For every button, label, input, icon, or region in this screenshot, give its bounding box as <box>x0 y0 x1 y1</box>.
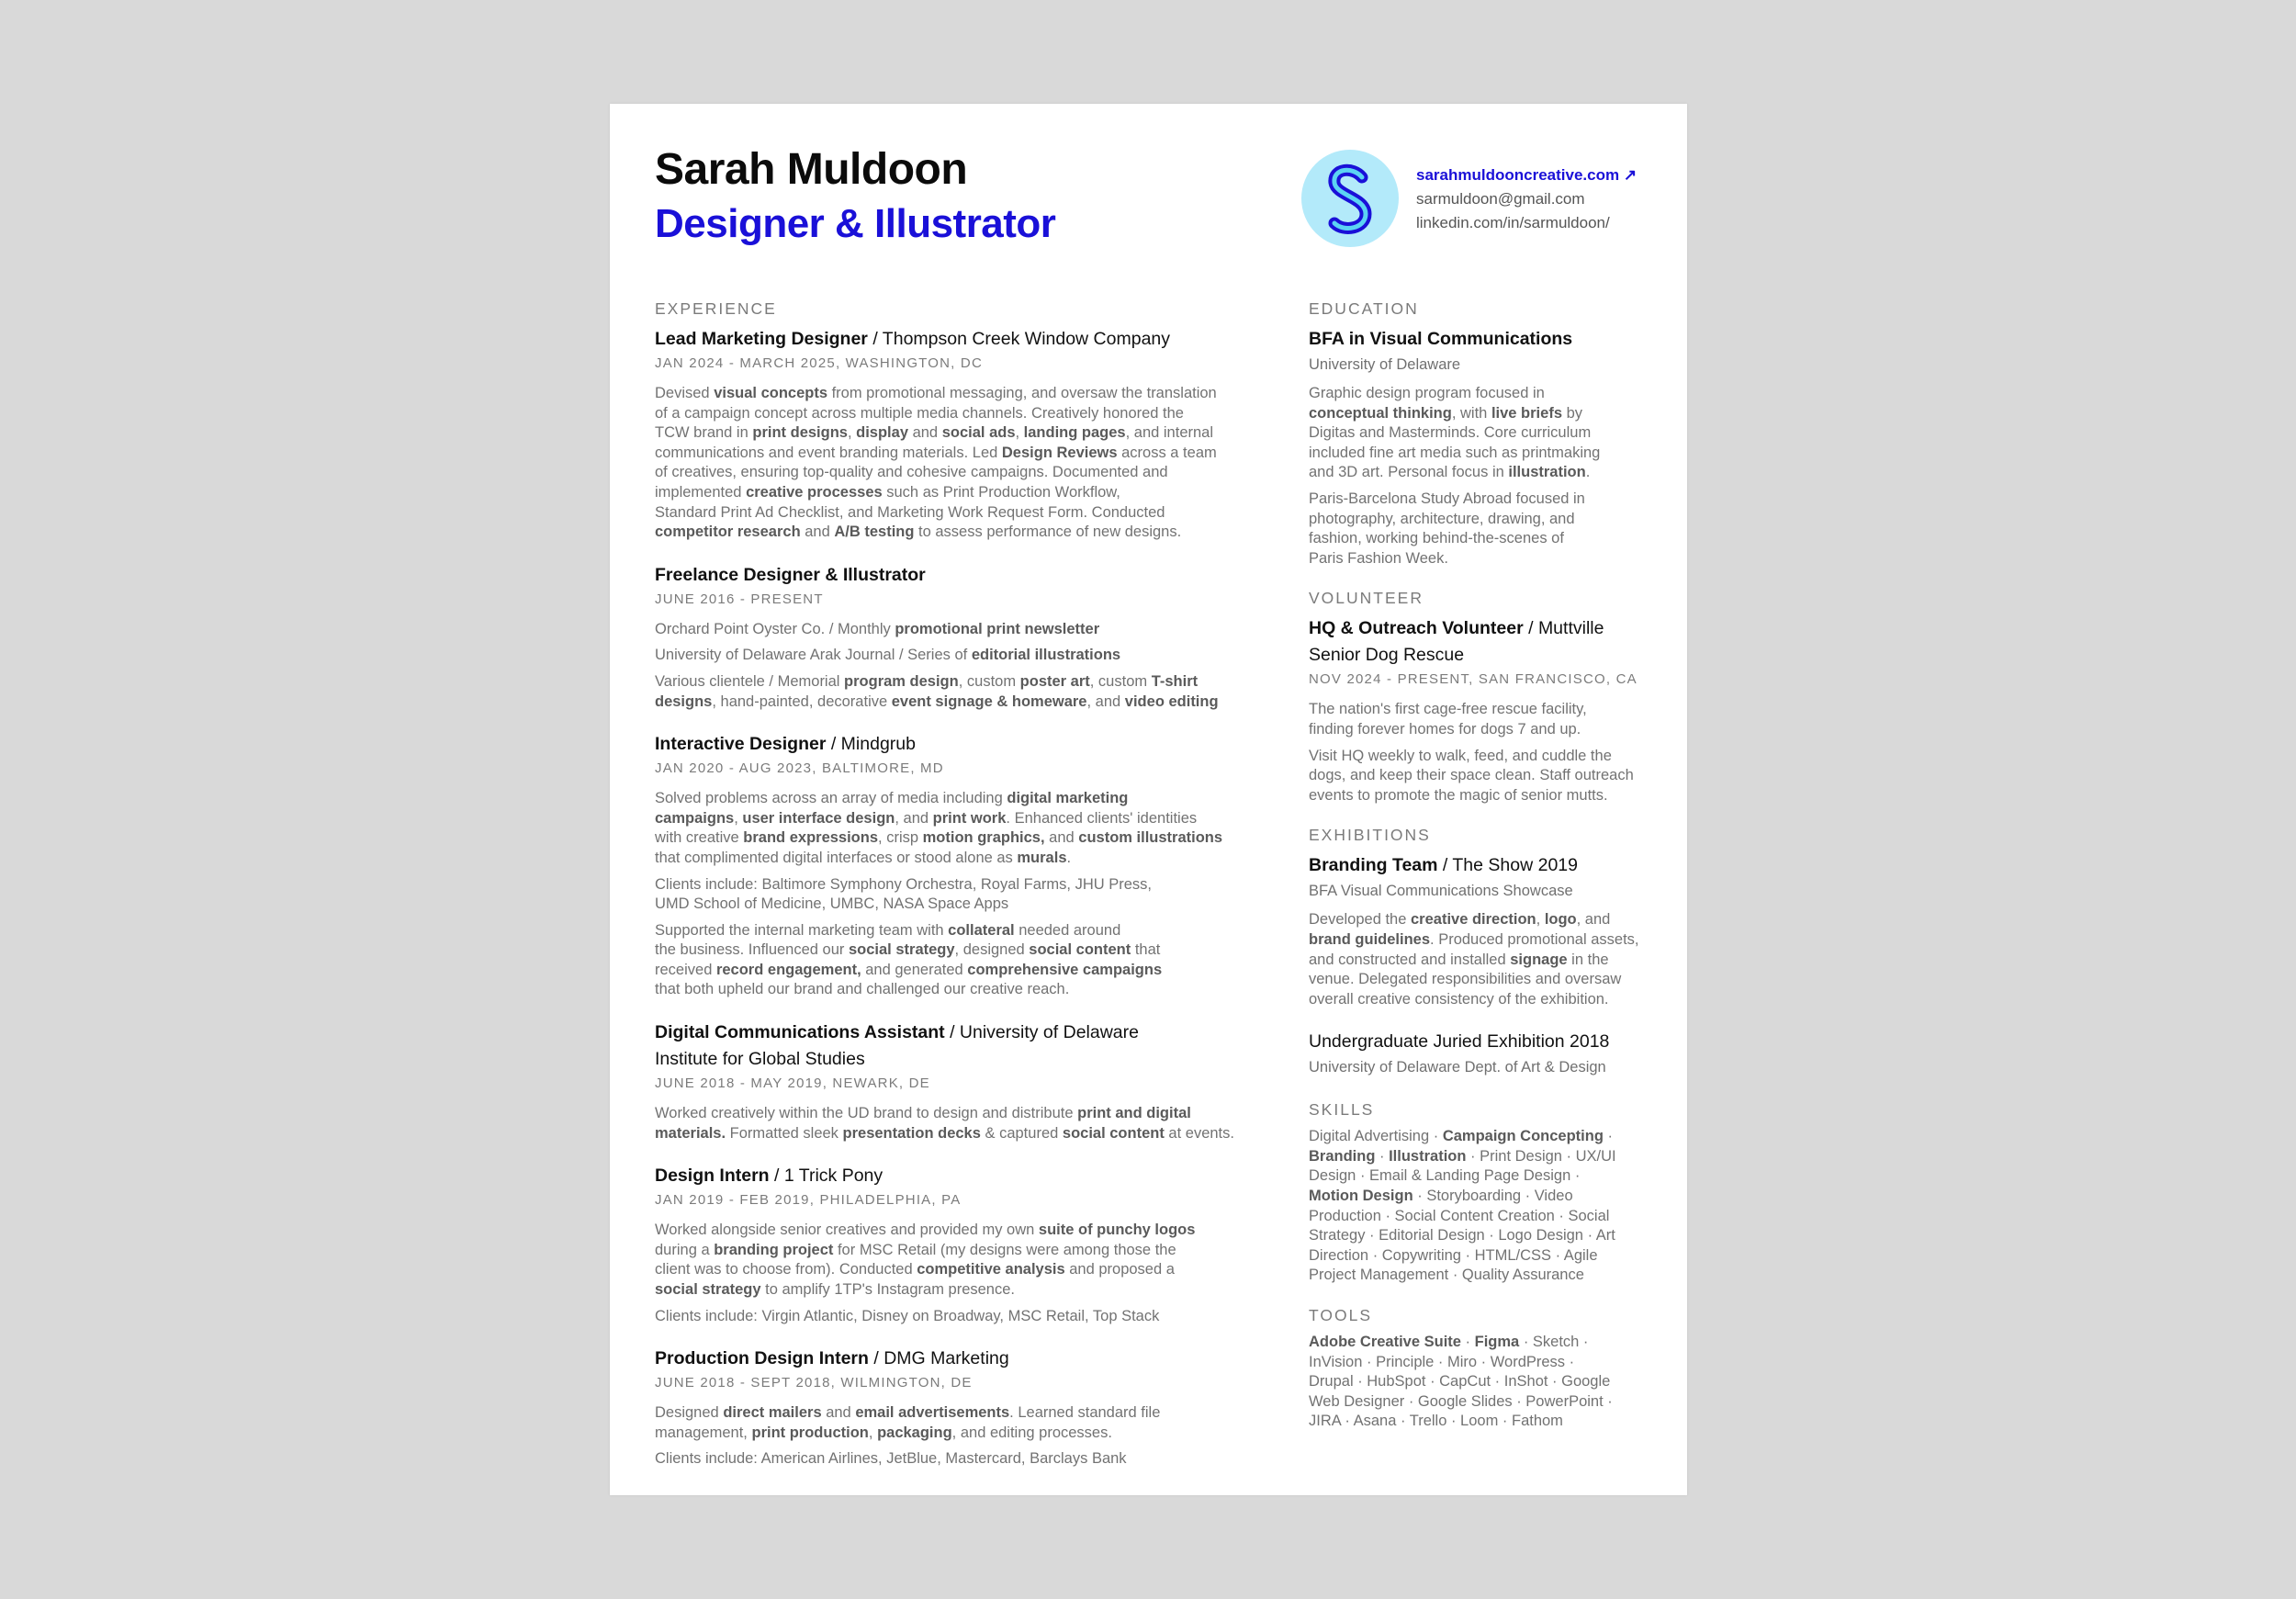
section-heading-exhibitions: EXHIBITIONS <box>1309 826 1431 845</box>
volunteer-paragraph: The nation's first cage-free rescue facility, finding forever homes for dogs 7 and up. <box>1309 701 1587 738</box>
section-heading-volunteer: VOLUNTEER <box>1309 589 1424 608</box>
job-entry <box>655 1163 1279 1346</box>
job-meta: JAN 2020 - AUG 2023, BALTIMORE, MD <box>655 760 944 777</box>
tools-list: Adobe Creative Suite · Figma · Sketch · InVision · Principle · Miro · WordPress · Drupal · HubSpot · CapCut · InShot · Google Web Designer · Google Slides · PowerPoint · JIRA · Asana · Trello · Loom · Fathom <box>1309 1334 1613 1430</box>
exhibition-title: Undergraduate Juried Exhibition 2018 <box>1309 1031 1610 1053</box>
exhibition-entry <box>1309 852 1658 1009</box>
job-meta: JUNE 2018 - SEPT 2018, WILMINGTON, DE <box>655 1375 973 1391</box>
job-entry <box>655 562 1279 731</box>
job-description: University of Delaware Arak Journal / Series of editorial illustrations <box>655 647 1121 664</box>
exhibition-entry <box>1309 1016 1658 1077</box>
website-url: sarahmuldooncreative.com <box>1416 166 1620 184</box>
job-title: Design Intern / 1 Trick Pony <box>655 1165 884 1187</box>
section-heading-experience: EXPERIENCE <box>655 299 777 318</box>
right-column <box>1309 298 1658 1438</box>
job-description: Various clientele / Memorial program design, custom poster art, custom T-shirt designs, hand-painted, decorative event signage & homeware, and video editing <box>655 672 1219 710</box>
education-paragraph: Graphic design program focused in conceptual thinking, with live briefs by Digitas and Masterminds. Core curriculum included fine art media such as printmaking and 3D art. Personal focus in illustration. <box>1309 385 1601 481</box>
education-description <box>1309 384 1658 569</box>
school-name: University of Delaware <box>1309 356 1461 373</box>
job-meta: JUNE 2016 - PRESENT <box>655 591 824 607</box>
job-description: Clients include: Virgin Atlantic, Disney on Broadway, MSC Retail, Top Stack <box>655 1307 1160 1324</box>
job-description: Clients include: American Airlines, JetBlue, Mastercard, Barclays Bank <box>655 1450 1127 1468</box>
volunteer-paragraph: Visit HQ weekly to walk, feed, and cuddle the dogs, and keep their space clean. Staff outreach events to promote the magic of senior mutts. <box>1309 747 1634 804</box>
section-heading-education: EDUCATION <box>1309 299 1419 318</box>
email-link[interactable]: sarmuldoon@gmail.com <box>1416 190 1585 208</box>
volunteer-meta: NOV 2024 - PRESENT, SAN FRANCISCO, CA <box>1309 671 1638 688</box>
linkedin-link[interactable]: linkedin.com/in/sarmuldoon/ <box>1416 214 1610 231</box>
volunteer-title: HQ & Outreach Volunteer / Muttville Senior Dog Rescue <box>1309 618 1604 666</box>
job-entry <box>655 1346 1279 1470</box>
job-title: Production Design Intern / DMG Marketing <box>655 1348 1009 1369</box>
logo-avatar <box>1301 150 1399 247</box>
volunteer-description <box>1309 700 1658 805</box>
resume-name: Sarah Muldoon <box>655 145 968 194</box>
skills-list: Digital Advertising · Campaign Concepting · Branding · Illustration · Print Design · UX/UI Design · Email & Landing Page Design · Motion Design · Storyboarding · Video Production · Social Content Creation · Social Strategy · Editorial Design · Logo Design · Art Direction · Copywriting · HTML/CSS · Agile Project Management · Quality Assurance <box>1309 1128 1616 1284</box>
job-meta: JUNE 2018 - MAY 2019, NEWARK, DE <box>655 1075 930 1092</box>
left-column <box>655 298 1279 1476</box>
website-link[interactable] <box>1416 163 1664 187</box>
job-description: Devised visual concepts from promotional messaging, and oversaw the translation of a campaign concept across multiple media channels. Creatively honored the TCW brand in print designs, display and social ads, landing pages, and internal communications and event branding materials. Led Design Reviews across a team of creatives, ensuring top-quality and cohesive campaigns. Documented and implemented creative processes such as Print Production Workflow, Standard Print Ad Checklist, and Marketing Work Request Form. Conducted competitor research and A/B testing to assess performance of new designs. <box>655 385 1217 541</box>
job-description: Worked creatively within the UD brand to design and distribute print and digital materials. Formatted sleek presentation decks & captured social content at events. <box>655 1105 1234 1142</box>
job-title: Freelance Designer & Illustrator <box>655 564 926 585</box>
job-meta: JAN 2024 - MARCH 2025, WASHINGTON, DC <box>655 355 983 371</box>
job-title: Digital Communications Assistant / University of Delaware Institute for Global Studies <box>655 1022 1139 1070</box>
section-heading-tools: TOOLS <box>1309 1306 1373 1325</box>
degree-title: BFA in Visual Communications <box>1309 329 1573 349</box>
exhibition-subtitle: University of Delaware Dept. of Art & Design <box>1309 1059 1606 1076</box>
job-entry <box>655 326 1279 562</box>
job-title: Interactive Designer / Mindgrub <box>655 734 916 755</box>
contact-block <box>1416 163 1664 235</box>
job-entry <box>655 1019 1279 1163</box>
education-paragraph: Paris-Barcelona Study Abroad focused in photography, architecture, drawing, and fashion, working behind-the-scenes of Paris Fashion Week. <box>1309 490 1585 567</box>
resume-role: Designer & Illustrator <box>655 201 1056 246</box>
resume-page <box>610 104 1687 1495</box>
external-link-icon: ↗ <box>1623 166 1638 184</box>
exhibition-description: Developed the creative direction, logo, and brand guidelines. Produced promotional assets, and constructed and installed signage in the venue. Delegated responsibilities and oversaw overall creative consistency of the exhibition. <box>1309 911 1639 1008</box>
experience-list <box>655 326 1279 1470</box>
job-meta: JAN 2019 - FEB 2019, PHILADELPHIA, PA <box>655 1192 962 1209</box>
job-description: Clients include: Baltimore Symphony Orchestra, Royal Farms, JHU Press, UMD School of Medicine, UMBC, NASA Space Apps <box>655 875 1153 913</box>
job-title: Lead Marketing Designer / Thompson Creek Window Company <box>655 329 1171 349</box>
exhibition-title: Branding Team / The Show 2019 <box>1309 855 1578 876</box>
job-description: Worked alongside senior creatives and provided my own suite of punchy logos during a branding project for MSC Retail (my designs were among those the client was to choose from). Conducted competitive analysis and proposed a social strategy to amplify 1TP's Instagram presence. <box>655 1222 1196 1299</box>
section-heading-skills: SKILLS <box>1309 1100 1375 1120</box>
job-description: Orchard Point Oyster Co. / Monthly promotional print newsletter <box>655 620 1100 637</box>
exhibition-subtitle: BFA Visual Communications Showcase <box>1309 883 1573 900</box>
job-description: Solved problems across an array of media including digital marketing campaigns, user interface design, and print work. Enhanced clients' identities with creative brand expressions, crisp motion graphics, and custom illustrations that complimented digital interfaces or stood alone as murals. <box>655 790 1223 866</box>
exhibitions-list <box>1309 852 1658 1077</box>
job-entry <box>655 731 1279 1019</box>
s-monogram-icon <box>1301 150 1399 247</box>
job-description: Designed direct mailers and email advertisements. Learned standard file management, print production, packaging, and editing processes. <box>655 1404 1161 1441</box>
job-description: Supported the internal marketing team with collateral needed around the business. Influenced our social strategy, designed social content that received record engagement, and generated comprehensive campaigns that both upheld our brand and challenged our creative reach. <box>655 921 1163 998</box>
